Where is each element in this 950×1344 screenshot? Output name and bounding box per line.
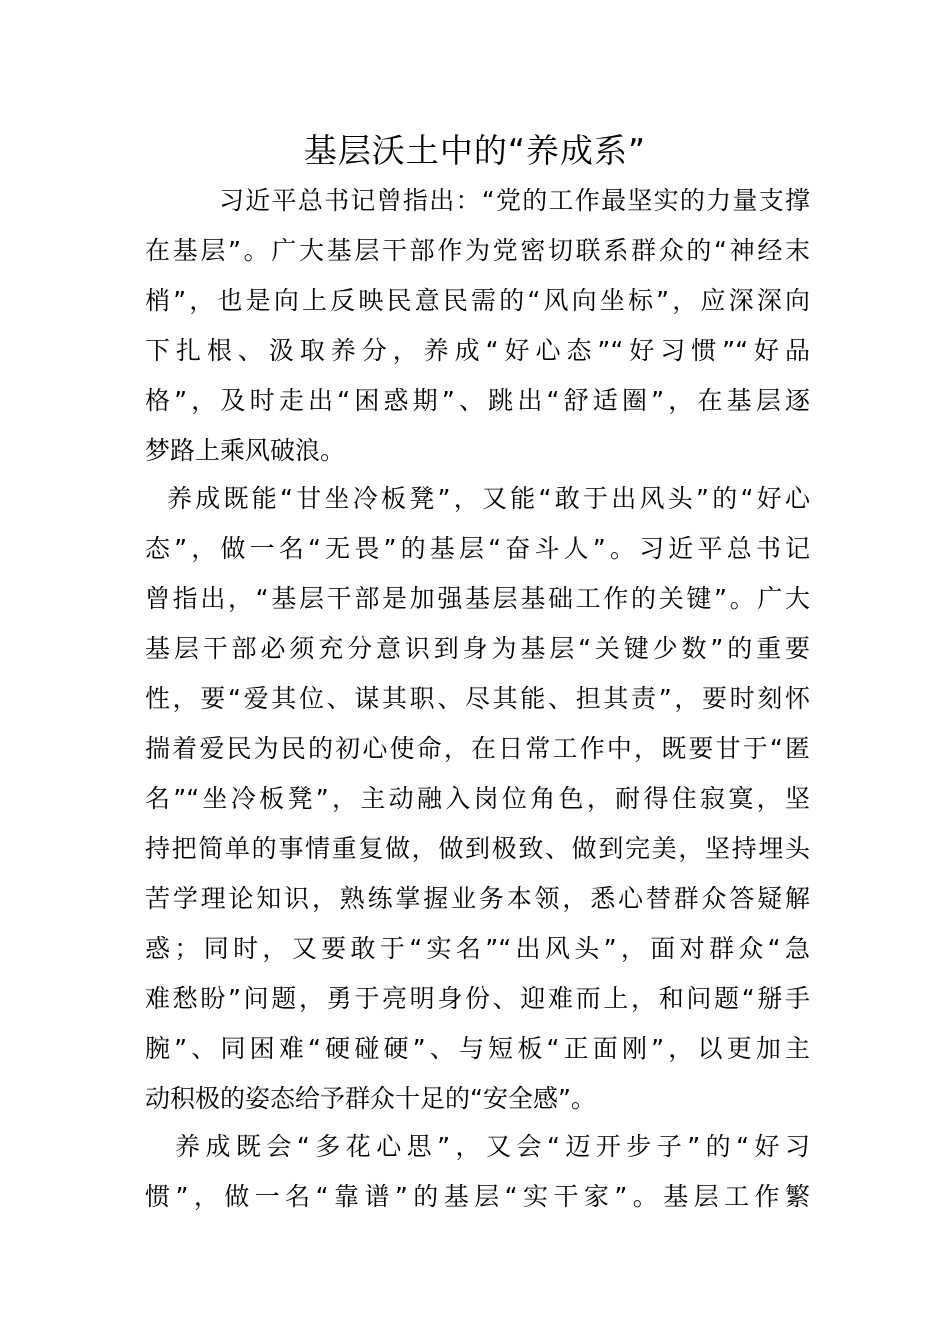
text-line: 名”“坐冷板凳”，主动融入岗位角色，耐得住寂寞，坚 xyxy=(145,784,810,813)
text-line: 梢”，也是向上反映民意民需的“风向坐标”，应深深向 xyxy=(145,286,810,315)
paragraph-2 xyxy=(145,474,810,1124)
paragraph-1 xyxy=(145,176,810,476)
document-title: 基层沃土中的“养成系” xyxy=(303,131,647,170)
text-line: 腕”、同困难“硬碰硬”、与短板“正面刚”，以更加主 xyxy=(145,1034,810,1063)
text-line: 在基层”。广大基层干部作为党密切联系群众的“神经末 xyxy=(145,236,810,265)
text-line: 动积极的姿态给予群众十足的“安全感”。 xyxy=(145,1084,596,1113)
text-line: 梦路上乘风破浪。 xyxy=(145,436,346,465)
text-line: 基层干部必须充分意识到身为基层“关键少数”的重要 xyxy=(145,634,810,663)
text-line: 性，要“爱其位、谋其职、尽其能、担其责”，要时刻怀 xyxy=(145,684,810,713)
text-line: 苦学理论知识，熟练掌握业务本领，悉心替群众答疑解 xyxy=(145,884,810,913)
text-line: 下扎根、汲取养分，养成“好心态”“好习惯”“好品 xyxy=(145,336,810,365)
text-line: 养成既能“甘坐冷板凳”，又能“敢于出风头”的“好心 xyxy=(167,484,810,513)
text-line: 揣着爱民为民的初心使命，在日常工作中，既要甘于“匿 xyxy=(145,734,810,763)
text-line: 曾指出，“基层干部是加强基层基础工作的关键”。广大 xyxy=(145,584,810,613)
text-line: 惑；同时，又要敢于“实名”“出风头”，面对群众“急 xyxy=(145,934,810,963)
text-line: 持把简单的事情重复做，做到极致、做到完美，坚持埋头 xyxy=(145,834,810,863)
text-line: 难愁盼”问题，勇于亮明身份、迎难而上，和问题“掰手 xyxy=(145,984,810,1013)
text-line: 态”，做一名“无畏”的基层“奋斗人”。习近平总书记 xyxy=(145,534,810,563)
text-line: 养成既会“多花心思”，又会“迈开步子”的“好习 xyxy=(175,1132,810,1161)
paragraph-3 xyxy=(145,1122,810,1222)
text-line: 习近平总书记曾指出：“党的工作最坚实的力量支撑 xyxy=(219,186,810,215)
text-line: 格”，及时走出“困惑期”、跳出“舒适圈”，在基层逐 xyxy=(145,386,810,415)
text-line: 惯”，做一名“靠谱”的基层“实干家”。基层工作繁 xyxy=(145,1182,810,1211)
